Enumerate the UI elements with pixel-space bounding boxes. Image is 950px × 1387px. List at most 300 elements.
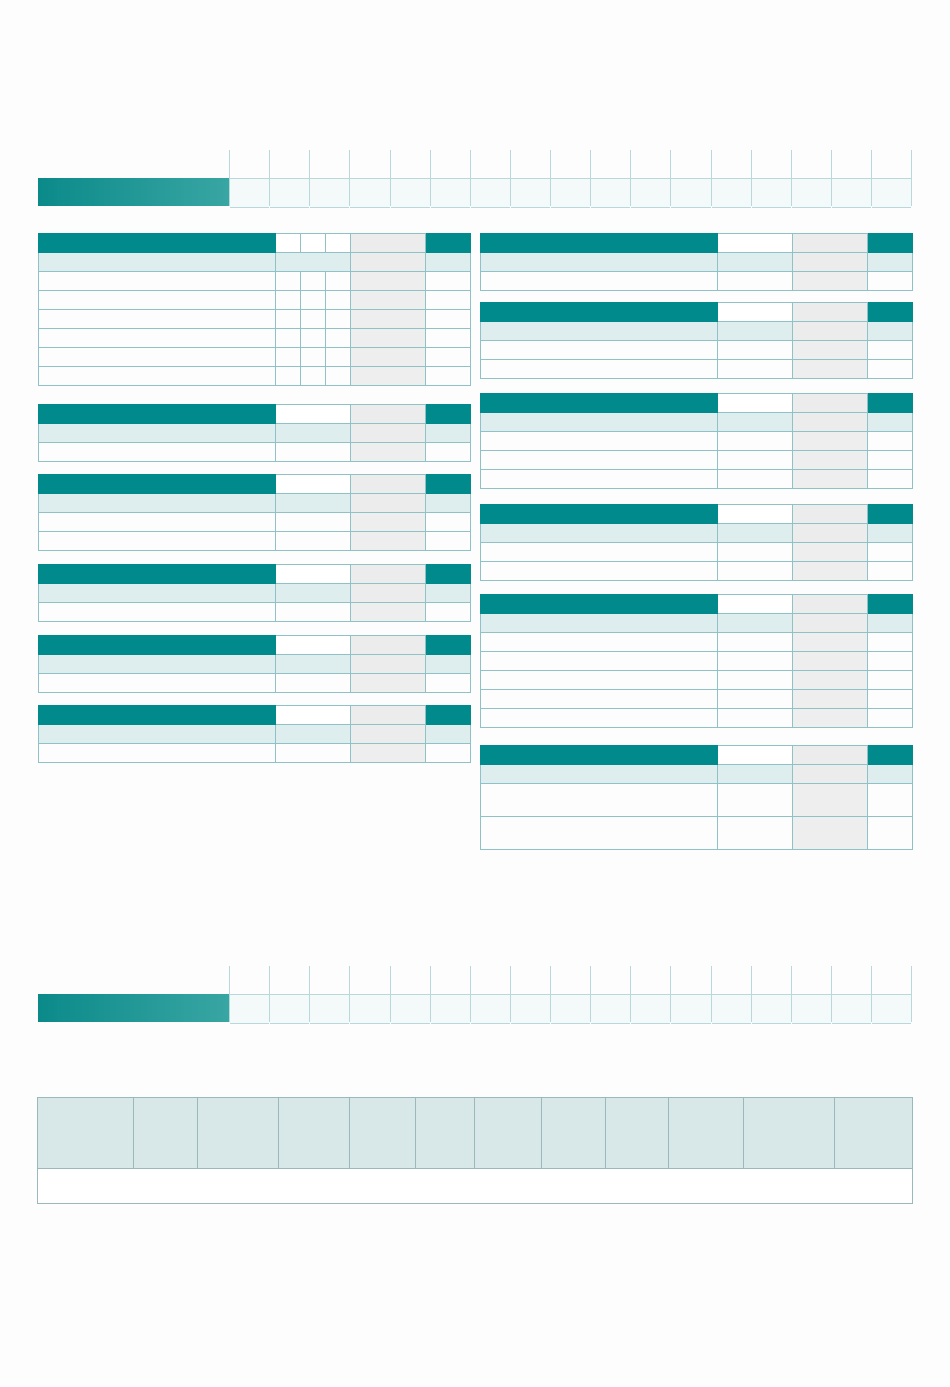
summary-header-cell (38, 1098, 134, 1169)
row-label-field[interactable] (39, 443, 276, 462)
strip-value-field[interactable] (792, 178, 831, 208)
subheader-cell (426, 725, 471, 744)
form-table-title (481, 746, 718, 765)
subheader-cell (39, 494, 276, 513)
row-grey-field[interactable] (793, 341, 868, 360)
strip-value-field[interactable] (551, 994, 590, 1024)
strip-value-field[interactable] (511, 178, 550, 208)
row-entry-field[interactable] (276, 367, 301, 386)
strip-top-cell (670, 150, 710, 206)
header-accent-cell (426, 234, 471, 253)
row-total-field[interactable] (426, 603, 471, 622)
row-label-field[interactable] (481, 341, 718, 360)
row-total-field[interactable] (426, 367, 471, 386)
row-entry-field[interactable] (276, 329, 301, 348)
strip-value-field[interactable] (631, 178, 670, 208)
subheader-cell (351, 584, 426, 603)
row-label-field[interactable] (481, 633, 718, 652)
form-table-header (39, 405, 471, 424)
subheader-cell (39, 725, 276, 744)
strip-top (38, 150, 912, 206)
row-label-field[interactable] (39, 348, 276, 367)
form-table-title (39, 234, 276, 253)
row-entry-field[interactable] (718, 451, 793, 470)
row-entry-field[interactable] (718, 709, 793, 728)
strip-value-field[interactable] (431, 178, 470, 208)
form-table-subheader (481, 413, 913, 432)
row-total-field[interactable] (868, 543, 913, 562)
form-table-row (39, 674, 471, 693)
row-total-field[interactable] (426, 310, 471, 329)
subheader-cell (868, 765, 913, 784)
row-label-field[interactable] (481, 709, 718, 728)
row-total-field[interactable] (868, 360, 913, 379)
strip-bottom-cell (510, 966, 550, 1022)
row-label-field[interactable] (481, 451, 718, 470)
header-blank-cell (718, 505, 793, 524)
row-grey-field[interactable] (793, 432, 868, 451)
form-table-subheader (39, 424, 471, 443)
form-table-title (481, 505, 718, 524)
header-blank-cell (326, 234, 351, 253)
row-total-field[interactable] (868, 817, 913, 850)
form-table-row (39, 367, 471, 386)
row-total-field[interactable] (868, 562, 913, 581)
strip-value-field[interactable] (832, 994, 871, 1024)
subheader-cell (868, 614, 913, 633)
strip-value-field[interactable] (270, 178, 309, 208)
row-entry-field[interactable] (718, 360, 793, 379)
row-grey-field[interactable] (351, 310, 426, 329)
header-blank-cell (276, 565, 351, 584)
row-entry-field[interactable] (326, 348, 351, 367)
form-table-header (39, 234, 471, 253)
header-accent-cell (426, 405, 471, 424)
subheader-cell (793, 322, 868, 341)
subheader-cell (718, 322, 793, 341)
row-total-field[interactable] (426, 272, 471, 291)
header-grey-cell (351, 636, 426, 655)
row-total-field[interactable] (426, 744, 471, 763)
row-entry-field[interactable] (718, 817, 793, 850)
row-total-field[interactable] (868, 470, 913, 489)
strip-value-field[interactable] (310, 178, 349, 208)
strip-value-field[interactable] (832, 178, 871, 208)
strip-value-field[interactable] (671, 178, 710, 208)
strip-top-cell (630, 150, 670, 206)
header-blank-cell (276, 706, 351, 725)
form-table-row (39, 310, 471, 329)
row-total-field[interactable] (868, 784, 913, 817)
strip-value-field[interactable] (391, 178, 430, 208)
form-table-subheader (39, 494, 471, 513)
row-total-field[interactable] (426, 674, 471, 693)
row-entry-field[interactable] (276, 744, 351, 763)
strip-value-field[interactable] (752, 994, 791, 1024)
row-grey-field[interactable] (793, 562, 868, 581)
row-entry-field[interactable] (326, 291, 351, 310)
strip-value-field[interactable] (872, 178, 911, 208)
row-label-field[interactable] (481, 272, 718, 291)
row-entry-field[interactable] (301, 367, 326, 386)
strip-top-label-bar (38, 178, 229, 206)
strip-value-field[interactable] (230, 994, 269, 1024)
row-label-field[interactable] (481, 652, 718, 671)
strip-value-field[interactable] (631, 994, 670, 1024)
subheader-cell (351, 494, 426, 513)
strip-value-field[interactable] (431, 994, 470, 1024)
strip-top-cell (751, 150, 791, 206)
strip-value-field[interactable] (391, 994, 430, 1024)
header-blank-cell (276, 475, 351, 494)
form-table (38, 404, 471, 462)
header-accent-cell (426, 636, 471, 655)
strip-value-field[interactable] (350, 994, 389, 1024)
header-blank-cell (718, 303, 793, 322)
subheader-cell (718, 765, 793, 784)
row-entry-field[interactable] (276, 443, 351, 462)
header-accent-cell (426, 706, 471, 725)
form-table-row (39, 329, 471, 348)
header-grey-cell (793, 234, 868, 253)
subheader-cell (718, 253, 793, 272)
form-table-row (481, 360, 913, 379)
row-label-field[interactable] (39, 674, 276, 693)
row-total-field[interactable] (426, 348, 471, 367)
row-entry-field[interactable] (301, 291, 326, 310)
row-grey-field[interactable] (793, 360, 868, 379)
form-table-row (481, 562, 913, 581)
strip-top-cell (831, 150, 871, 206)
header-accent-cell (426, 475, 471, 494)
row-total-field[interactable] (868, 709, 913, 728)
row-entry-field[interactable] (718, 470, 793, 489)
row-entry-field[interactable] (718, 652, 793, 671)
header-accent-cell (868, 595, 913, 614)
form-table (38, 635, 471, 693)
header-grey-cell (793, 394, 868, 413)
row-entry-field[interactable] (326, 329, 351, 348)
strip-value-field[interactable] (591, 178, 630, 208)
strip-value-field[interactable] (712, 178, 751, 208)
form-table-row (39, 348, 471, 367)
row-label-field[interactable] (481, 543, 718, 562)
row-grey-field[interactable] (351, 329, 426, 348)
row-label-field[interactable] (39, 272, 276, 291)
header-accent-cell (868, 505, 913, 524)
row-grey-field[interactable] (793, 470, 868, 489)
row-total-field[interactable] (426, 532, 471, 551)
row-total-field[interactable] (868, 341, 913, 360)
subheader-cell (351, 253, 426, 272)
form-table (480, 302, 913, 379)
strip-bottom-cell (630, 966, 670, 1022)
row-total-field[interactable] (868, 432, 913, 451)
strip-value-field[interactable] (551, 178, 590, 208)
summary-header-cell (134, 1098, 198, 1169)
header-accent-cell (426, 565, 471, 584)
strip-bottom-cell (550, 966, 590, 1022)
subheader-cell (426, 655, 471, 674)
row-total-field[interactable] (426, 291, 471, 310)
subheader-cell (868, 524, 913, 543)
header-blank-cell (276, 405, 351, 424)
row-entry-field[interactable] (301, 310, 326, 329)
form-table-header (481, 303, 913, 322)
row-label-field[interactable] (481, 671, 718, 690)
strip-top-cell (349, 150, 389, 206)
form-table-header (481, 505, 913, 524)
summary-header-cell (416, 1098, 475, 1169)
summary-table (37, 1097, 913, 1204)
form-table (38, 564, 471, 622)
header-blank-cell (718, 746, 793, 765)
subheader-cell (276, 655, 351, 674)
row-entry-field[interactable] (326, 310, 351, 329)
summary-header-cell (744, 1098, 835, 1169)
form-table-title (39, 565, 276, 584)
row-label-field[interactable] (481, 360, 718, 379)
row-total-field[interactable] (868, 633, 913, 652)
form-table (480, 233, 913, 291)
header-blank-cell (276, 636, 351, 655)
strip-value-field[interactable] (310, 994, 349, 1024)
row-grey-field[interactable] (351, 603, 426, 622)
form-table-title (481, 234, 718, 253)
row-entry-field[interactable] (718, 633, 793, 652)
form-table-row (481, 671, 913, 690)
row-entry-field[interactable] (276, 603, 351, 622)
strip-top-cell (510, 150, 550, 206)
row-entry-field[interactable] (718, 432, 793, 451)
subheader-cell (793, 765, 868, 784)
form-table-row (39, 603, 471, 622)
row-grey-field[interactable] (351, 532, 426, 551)
strip-bottom-cell (751, 966, 791, 1022)
strip-bottom-cell (590, 966, 630, 1022)
strip-top-cells (229, 150, 912, 206)
row-total-field[interactable] (868, 671, 913, 690)
subheader-cell (868, 413, 913, 432)
row-entry-field[interactable] (276, 532, 351, 551)
row-grey-field[interactable] (793, 652, 868, 671)
summary-note[interactable] (38, 1169, 913, 1204)
row-grey-field[interactable] (793, 272, 868, 291)
form-table-row (481, 432, 913, 451)
row-total-field[interactable] (868, 690, 913, 709)
header-grey-cell (351, 565, 426, 584)
strip-top-cell (470, 150, 510, 206)
summary-header-cell (350, 1098, 416, 1169)
summary-header-cell (279, 1098, 350, 1169)
form-table (480, 745, 913, 850)
summary-header-cell (475, 1098, 542, 1169)
header-grey-cell (351, 475, 426, 494)
row-grey-field[interactable] (351, 367, 426, 386)
row-label-field[interactable] (481, 562, 718, 581)
subheader-cell (481, 524, 718, 543)
strip-bottom-cell (670, 966, 710, 1022)
strip-bottom (38, 966, 912, 1022)
row-entry-field[interactable] (326, 367, 351, 386)
strip-top-cell (309, 150, 349, 206)
form-table-subheader (481, 253, 913, 272)
form-table-row (481, 543, 913, 562)
row-total-field[interactable] (868, 451, 913, 470)
form-table-row (481, 817, 913, 850)
row-entry-field[interactable] (718, 272, 793, 291)
row-total-field[interactable] (426, 513, 471, 532)
row-grey-field[interactable] (793, 817, 868, 850)
row-entry-field[interactable] (718, 543, 793, 562)
row-entry-field[interactable] (326, 272, 351, 291)
strip-bottom-cell (470, 966, 510, 1022)
strip-value-field[interactable] (511, 994, 550, 1024)
strip-value-field[interactable] (270, 994, 309, 1024)
row-grey-field[interactable] (793, 633, 868, 652)
row-entry-field[interactable] (301, 272, 326, 291)
row-entry-field[interactable] (718, 671, 793, 690)
strip-top-cell (430, 150, 470, 206)
subheader-cell (793, 413, 868, 432)
strip-value-field[interactable] (471, 994, 510, 1024)
header-grey-cell (351, 405, 426, 424)
row-grey-field[interactable] (351, 348, 426, 367)
row-entry-field[interactable] (276, 291, 301, 310)
summary-header-cell (542, 1098, 606, 1169)
row-grey-field[interactable] (351, 272, 426, 291)
form-table-subheader (481, 524, 913, 543)
row-entry-field[interactable] (718, 784, 793, 817)
strip-bottom-cell (390, 966, 430, 1022)
header-blank-cell (718, 595, 793, 614)
subheader-cell (718, 524, 793, 543)
row-grey-field[interactable] (793, 709, 868, 728)
form-table-title (39, 636, 276, 655)
form-table-row (481, 784, 913, 817)
subheader-cell (276, 494, 351, 513)
form-table-header (481, 394, 913, 413)
row-entry-field[interactable] (718, 341, 793, 360)
row-grey-field[interactable] (351, 443, 426, 462)
subheader-cell (481, 253, 718, 272)
row-grey-field[interactable] (793, 671, 868, 690)
row-grey-field[interactable] (793, 451, 868, 470)
row-total-field[interactable] (868, 652, 913, 671)
header-blank-cell (718, 234, 793, 253)
row-entry-field[interactable] (718, 562, 793, 581)
row-grey-field[interactable] (351, 513, 426, 532)
row-label-field[interactable] (39, 744, 276, 763)
subheader-cell (426, 494, 471, 513)
subheader-cell (276, 253, 351, 272)
row-label-field[interactable] (39, 310, 276, 329)
row-entry-field[interactable] (276, 272, 301, 291)
subheader-cell (351, 655, 426, 674)
strip-bottom-cell (269, 966, 309, 1022)
row-label-field[interactable] (39, 603, 276, 622)
row-total-field[interactable] (426, 329, 471, 348)
row-entry-field[interactable] (276, 674, 351, 693)
header-blank-cell (718, 394, 793, 413)
row-entry-field[interactable] (301, 348, 326, 367)
header-accent-cell (868, 303, 913, 322)
row-grey-field[interactable] (351, 744, 426, 763)
row-entry-field[interactable] (718, 690, 793, 709)
row-label-field[interactable] (481, 817, 718, 850)
strip-top-cell (590, 150, 630, 206)
strip-bottom-cell (871, 966, 912, 1022)
form-table-subheader (481, 614, 913, 633)
subheader-cell (718, 413, 793, 432)
row-label-field[interactable] (39, 367, 276, 386)
strip-value-field[interactable] (712, 994, 751, 1024)
row-label-field[interactable] (481, 784, 718, 817)
strip-bottom-cell (349, 966, 389, 1022)
strip-value-field[interactable] (752, 178, 791, 208)
row-entry-field[interactable] (301, 329, 326, 348)
row-label-field[interactable] (39, 513, 276, 532)
row-grey-field[interactable] (793, 784, 868, 817)
summary-note-row (38, 1169, 913, 1204)
summary-header-cell (835, 1098, 913, 1169)
form-table-header (481, 746, 913, 765)
strip-value-field[interactable] (671, 994, 710, 1024)
form-table-row (39, 513, 471, 532)
row-total-field[interactable] (426, 443, 471, 462)
strip-value-field[interactable] (792, 994, 831, 1024)
row-entry-field[interactable] (276, 310, 301, 329)
row-total-field[interactable] (868, 272, 913, 291)
strip-value-field[interactable] (230, 178, 269, 208)
form-table-header (481, 234, 913, 253)
row-grey-field[interactable] (351, 291, 426, 310)
subheader-cell (276, 725, 351, 744)
row-label-field[interactable] (481, 690, 718, 709)
row-label-field[interactable] (481, 432, 718, 451)
strip-top-cell (871, 150, 912, 206)
form-table-row (39, 272, 471, 291)
form-table-subheader (39, 725, 471, 744)
strip-value-field[interactable] (591, 994, 630, 1024)
subheader-cell (39, 424, 276, 443)
strip-bottom-cell (831, 966, 871, 1022)
row-label-field[interactable] (39, 532, 276, 551)
form-table-row (481, 470, 913, 489)
row-grey-field[interactable] (793, 543, 868, 562)
strip-value-field[interactable] (471, 178, 510, 208)
summary-header-cell (198, 1098, 279, 1169)
row-entry-field[interactable] (276, 348, 301, 367)
row-label-field[interactable] (481, 470, 718, 489)
subheader-cell (351, 424, 426, 443)
strip-value-field[interactable] (872, 994, 911, 1024)
form-table-subheader (481, 765, 913, 784)
header-grey-cell (793, 505, 868, 524)
subheader-cell (793, 614, 868, 633)
row-label-field[interactable] (39, 329, 276, 348)
row-grey-field[interactable] (351, 674, 426, 693)
row-entry-field[interactable] (276, 513, 351, 532)
header-accent-cell (868, 746, 913, 765)
row-grey-field[interactable] (793, 690, 868, 709)
strip-value-field[interactable] (350, 178, 389, 208)
header-accent-cell (868, 394, 913, 413)
form-table-header (39, 565, 471, 584)
row-label-field[interactable] (39, 291, 276, 310)
strip-top-cell (711, 150, 751, 206)
form-table (480, 594, 913, 728)
